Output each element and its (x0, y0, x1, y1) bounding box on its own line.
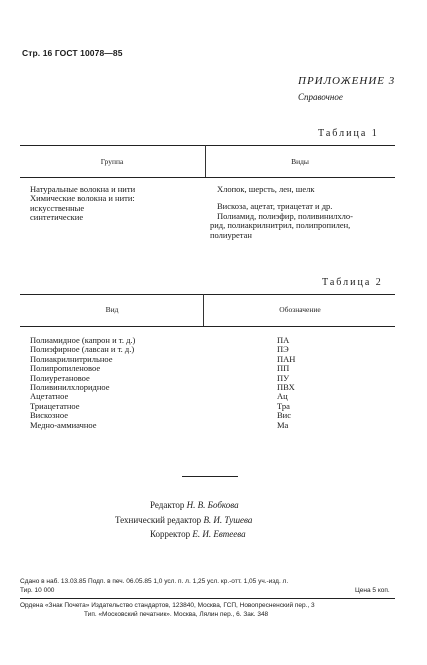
table2-code-cell: Ац (277, 391, 288, 402)
table2-column-divider (203, 294, 204, 326)
table2-code-cell: ПУ (277, 372, 290, 383)
table2-header-rule (20, 326, 395, 327)
table1-kinds-line: Хлопок, шерсть, лен, шелк (217, 184, 315, 194)
table1-column-divider (205, 145, 206, 177)
page-header: Стр. 16 ГОСТ 10078—85 (22, 48, 123, 58)
tech-editor-name: В. И. Тушева (203, 515, 253, 525)
table1-group-line: Химические волокна и нити: (30, 193, 135, 204)
table2-kind-cell: Полиэфирное (лавсан и т. д.) (30, 344, 135, 355)
table1-kinds-line: полиуретан (210, 229, 252, 240)
table2-kind-column (30, 336, 135, 430)
separator-rule (182, 476, 238, 477)
table2-code-cell: Вис (277, 410, 291, 421)
table1-header-group: Группа (100, 157, 124, 166)
table2-caption: Таблица 2 (322, 277, 383, 288)
table2-kind-cell: Триацетатное (30, 400, 80, 411)
imprint-line-3: Ордена «Знак Почета» Издательство стандартов, 123840, Москва, ГСП, Новопресненский пер., 3 (20, 602, 315, 609)
table2-kind-cell: Вискозное (30, 410, 68, 421)
table1-group-cell (30, 185, 135, 223)
table1-group-line: Натуральные волокна и нити (30, 184, 136, 194)
table2-code-cell: Тра (277, 400, 290, 411)
table2-top-rule (20, 294, 395, 295)
table2-code-cell: ПА (277, 335, 290, 345)
table2-kind-cell: Поливинилхлоридное (30, 382, 110, 393)
table1-kinds-line: Полиамид, полиэфир, поливинилхло- (217, 210, 353, 221)
table2-kind-cell: Медно-аммиачное (30, 419, 97, 430)
editor-role: Редактор (150, 500, 185, 510)
proofreader-name: Е. И. Евтеева (192, 529, 246, 539)
table2-code-cell: ПЭ (277, 344, 289, 355)
table1-group-line: искусственные (30, 202, 85, 213)
table2-code-cell: ПВХ (277, 382, 295, 393)
table2-header-kind: Вид (105, 305, 119, 314)
table2-kind-cell: Полиакрилнитрильное (30, 353, 113, 364)
table1-kinds-line: рид, полиакрилнитрил, полипропилен, (210, 220, 351, 231)
proofreader-role: Корректор (150, 529, 191, 539)
imprint-line-2-left: Тир. 10 000 (20, 587, 55, 594)
imprint-line-1: Сдано в наб. 13.03.85 Подп. в печ. 06.05.85 1,0 усл. п. л. 1,25 усл. кр.-отт. 1,05 уч.-изд. л. (20, 578, 289, 585)
tech-editor-line (115, 515, 252, 525)
table2-kind-cell: Полиамидное (капрон и т. д.) (30, 335, 136, 345)
table2-kind-cell: Полипропиленовое (30, 363, 101, 374)
tech-editor-role: Технический редактор (115, 515, 202, 525)
imprint-line-2-right: Цена 5 коп. (355, 587, 390, 594)
table2-kind-cell: Полиуретановое (30, 372, 90, 383)
table1-caption: Таблица 1 (318, 128, 379, 139)
proofreader-line (150, 529, 246, 539)
editor-name: Н. В. Бобкова (186, 500, 239, 510)
table2-code-cell: Ма (277, 419, 289, 430)
table1-kinds-cell (210, 185, 353, 240)
table2-header-code: Обозначение (279, 305, 321, 314)
table2-code-cell: ПП (277, 363, 290, 374)
appendix-subtitle: Справочное (298, 92, 343, 102)
table1-group-line: синтетические (30, 212, 84, 223)
table1-header-kinds: Виды (291, 157, 309, 166)
table2-kind-cell: Ацетатное (30, 391, 69, 402)
appendix-title: ПРИЛОЖЕНИЕ 3 (298, 75, 396, 87)
table1-header-rule (20, 177, 395, 178)
imprint-rule (20, 598, 395, 599)
table1-kinds-line: Вискоза, ацетат, триацетат и др. (217, 201, 333, 212)
table2-code-cell: ПАН (277, 353, 296, 364)
editor-line (150, 500, 239, 510)
table2-code-column (277, 336, 295, 430)
imprint-line-4: Тип. «Московский печатник». Москва, Лялин пер., 6. Зак. 348 (84, 611, 269, 618)
table1-top-rule (20, 145, 395, 146)
